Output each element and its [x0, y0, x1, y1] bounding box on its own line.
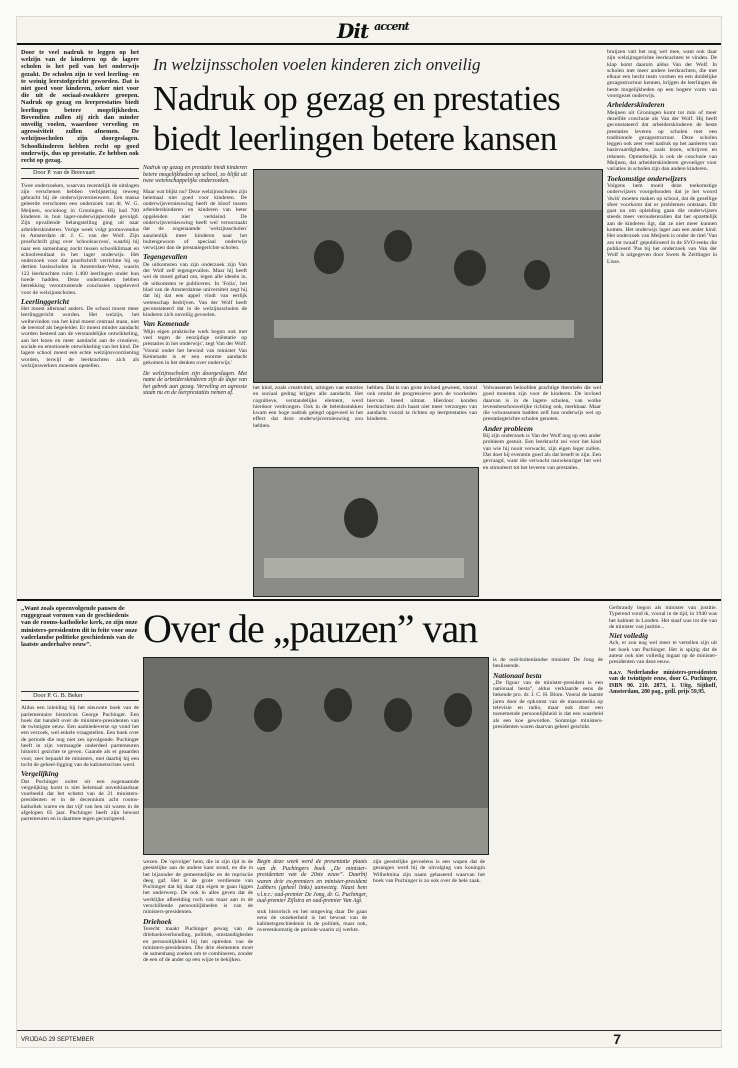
article1-kicker: In welzijnsscholen voelen kinderen zich onveilig [153, 55, 481, 74]
article2-col6-body2: Ach, er zou nog wel meer te vertellen zijn uit het boek van Puchinger. Het is spijtig dat de auteur ook niet volledig ingaat op de minister-presidenten van deze eeuw. [609, 640, 717, 666]
article2-sub-vergelijking: Vergelijking [21, 769, 59, 779]
article2-col5-body2: „De figuur van de minister-president is een nationaal besta”, aldus verklaarde eens de bekende pro. dr. J. C. H. Blom. Vooral de laatste jaren door de opkomst van de massamedia op televisie en radio, maar ook door een toenemende persoonlijkheid is dat een waarheid als een koe geworden. Sommige ministers-presidenten waren daarvan geheel geschikt. [493, 679, 603, 730]
article2-column-6 [609, 605, 717, 1029]
top-rule [17, 43, 721, 45]
article1-caption: De welzijnsscholen zijn doorgeslagen. Met name de arbeiderskinderen zijn de dupe van het gebrek aan gezag. Verveling en agressie staan nu en de leerprestaties nemen af. [143, 370, 247, 397]
article1-col6-body3: Volgens hem moeit deze toekomstige onderwijzers voorgehouden dat je het woord 'dwik' moeten maken op school, dat de gezellige sfeer voorkomt dat er problemen ontstaan. Dit gaat nu om opleiding gaan die onderwijzers steeds meer veroudererallen dat het opzettelijk aan de kinderen ligt, dat ze niet meer kunnen komen. Het onderwijs lager aan een ander kind. Het onderzoek van Meijnen is onder de titel 'Van zes tot twaalf' gepubliceerd in de SVO-reeks die publiceerd 'Pas bij het onderzoek van Van der Wolf is uitgegeven door Swets & Zeitlinger in Lisse. [607, 182, 717, 265]
article1-col1-body2: Het moest allemaal anders. De school moest meer leerlinggericht worden. Het welzijn, het welbevinden van het kind moest centraal staan, niet de leerstof als begeleider. Er moest minder aandacht worden besteed aan de verstandelijke ontwikkeling, aan het lezen en meer aandacht aan de creatieve, sociale en emotionele ontwikkeling van het kind. De lagere school moest een echte welzijnsvoorziening worden, terwijl de leerkrachten zich als welzijnswerkers moesten opstellen. [21, 306, 139, 369]
article2-headline: Over de „pauzen” van [143, 606, 478, 651]
article1-col6-body2: Meijnen uit Groningen komt tot min of meer dezelfde conclusie als Van der Wolf. Hij heeft geconstateerd dat arbeiderskinderen de beste prestaties leveren op scholen met een traditionele gezagsstructuur. Deze scholen leggen ook zeer veel nadruk op het aanleren van basisvaardigheden, zoals lezen, schrijven en rekenen. Opmerkelijk is ook de conclusie van Meijnen, dat arbeiderskinderen gevoeliger voor variaties in scholen zijn dan andere kinderen. [607, 109, 717, 173]
article2-col6-body: Gerbrandy begon als minister van justitie. Typerend vond ik, vooral in de tijd, in 1940 was het kabinet in Londen. Het staaf was tot die van de minister van justitie... [609, 605, 717, 630]
article2-credit: n.a.v. Nederlandse ministers-presidenten van de twintigste eeuw, door G. Puchinger, ISBN 90. 210. 2873, 1. Uitg. Sijthoff, Amsterdam, 280 pag., geill. prijs 59,95. [609, 669, 717, 696]
article1-col1-body: Twee onderzoeken, waarvan recentelijk de uitslagen zijn verschenen hebben verbijstering teweeg gebracht bij de onderwijsvernieuwers. Een massa geleerde verschoten een onderzoek van dr. W. G. Meijnen, socioloog in Groningen. Hij had 700 kinderen in hun lager-onderwijsperiode gevolgd. Zijn opvallende belangstelling ging uit naar arbeiderskinderen. Vorige week volgt promovendus in Amsterdam dr. J. C. van der Wolf. Zijn proefschrift ging over 'schoolsuccess', waarbij hij naar een samenhang zocht tussen schoolklimaat en schoolresultaat in het lager onderwijs. Het onderzoek voor dat proefschrift verrichtte hij op dertien basisscholen in Amsterdam-West, waarin 122 leerkrachten ruim 1.400 leerlingen onder hun hoede hadden. Deze onderzoeken hebben betrekking verontrustende conclusies opgeleverd voor de welzijnsscholen. [21, 182, 139, 296]
article2-col4-body: zijn geestelijke gevoelens is een wapen dat de gezangen werd bij de uitvalging van koningin Wilhelmina zijn naam gebaseerd waarvan het boek van Puchinger is zo ook over de hele zaak. [373, 859, 485, 884]
article-divider [17, 599, 721, 601]
article2-sub-niet-volledig: Niet volledig [609, 631, 648, 641]
masthead-logo: Dit $^{accent}$ [337, 19, 409, 43]
article1-column-6 [607, 49, 717, 597]
article1-sub-kemenade: Van Kemenade [143, 319, 190, 329]
article2-sub-nationaal: Nationaal besta [493, 670, 542, 680]
ministers-photo [143, 657, 489, 855]
article1-sub-probleem: Ander probleem [483, 423, 533, 433]
article2-column-5 [493, 657, 603, 1029]
article2-pull-quote: „Want zoals opeenvolgende pausen de ruggegraat vormen van de geschiedenis van de rooms-katholieke kerk, zo zijn onze ministers-presidenten dit in feite voor onze vaderlandse politieke geschiedenis van de laatste anderhalve eeuw”. [21, 605, 138, 649]
article2-col2-body: wezen. De 'opvolger' hem, die in zijn tijd in de geestelijke aan de andere kant stond, en die in het bijzonder de gemeentelijke en de reprisciie deeg gaf. Het is de grote verdienste van Puchinger dat hij daar zijn eigen te gaan liggen het onderwerp. De ook in alles geven dat de werklijke afbeelding toch van maar aan in de verschillende persoonlijkheden is van de ministers-presidenten. [143, 859, 253, 916]
article1-headline-line2: biedt leerlingen betere kansen [153, 119, 557, 158]
article2-col1-body2: Dat Puchinger ooiter uit een zogenaamde vergelijking komt is niet helemaal onverklaarbaar voorbeeld dat het schetst van de 21 ministers-presidenten er in de decennium acht rooms-katholiek waren en dat vijf van hen uit waren in de afgelopen 65 jaar. Puchinger heeft zijn bewust partemeuren en is daarmee tegen gecorrigeerd. [21, 778, 139, 823]
classroom-photo [253, 169, 603, 383]
article2-col3-body: stuk historisch en het omgeving daar De gaan eens de onzekerheid is het bewust van de kabinetsgeschiedenis in de politiek, maar ook, overeenkomstig de periode waarin zij werkte. [257, 908, 367, 934]
article1-col3-body: het kind, zoals creativiteit, uitingen van emoties en sociaal gedrag krijgen alle aandacht. Het cognitieve, verstandelijke element, werd hierdoor verdrongen. Ook in de beleidsstukken kwam een hoge nadruk gelegd opgevoed in het effect dat deze onderwijsvernieuwing zou hebben. [253, 385, 363, 429]
article1-column-5 [483, 385, 601, 595]
article1-col5-body2: Bij zijn onderzoek is Van der Wolf nog op een ander probleem gestuit. Een leerkracht zei voor het kind van wie hij nooit verwacht, zijn eigen leger zullen. Dat doet hij evenmin goed als dat beseft te zijn. Een gevraagd, want die verwacht nauwkeuriger het wel en stimuleert tot het leveren van prestaties. [483, 433, 601, 471]
article1-column-3 [253, 385, 363, 465]
article2-column-3 [257, 859, 367, 1029]
article1-col2-body2: De uitkomsten van zijn onderzoek zijn Van der Wolf zelf tegengevallen. Maar hij heeft wel de moed gehad om, tegen alle ideeën in, de uitkomsten te publiceren. In 'Folia', het blad van de Amsterdamse universiteit zegt hij dat hij dat een appel vindt van eerlijk wetenschap bedrijven. Van der Wolf heeft geconstateerd dat in de welzijnsscholen de kinderen zich onveilig gevoelen. [143, 261, 247, 319]
masthead [337, 19, 437, 43]
article2-column-2 [143, 859, 253, 1029]
article1-lead: Door te veel nadruk te leggen op het welzijn van de kinderen op de lagere scholen is het peil van het onderwijs gezakt. De scholen zijn te veel leerling- en te weinig leerstofgericht geworden. Dat is niet goed voor kinderen, zeker niet voor die uit de sociaal-zwakkere groepen. Nadruk op gezag en leerprestaties biedt leerlingen betere mogelijkheden. Bovendien zullen zij zich dan minder onveilig voelen, waardoor verveling en agressiviteit zullen afnemen. De welzijnsscholen zijn doorgeslagen. Schoolkinderen hebben recht op goed onderwijs, dus op prestatie. Ze hebben ook recht op gezag. [21, 49, 139, 165]
article1-headline [153, 79, 603, 159]
newspaper-page [16, 16, 722, 1048]
article2-byline: Door P. G. B. Beker [21, 691, 139, 701]
article2-col2-body2: Terecht maakt Puchinger gewag van de driehoeksverhouding, politiek, omstandigheden en persoonlijkheid bij het optreden van de ministers-presidenten. Die drie elementen moet de samenhang zoeken om te combineren, zonder de een of de ander op een wijze te bekijken. [143, 925, 253, 964]
footer-date: VRIJDAG 29 SEPTEMBER [21, 1037, 95, 1043]
article1-col5-body: Volwassenen beloofden prachtige theorieën die wel goed moesten zijn voor de kinderen. De invloed daarvan is in de lagere scholen, van wolke levensbeschouwelijke richting ook, merkbaar. Maar die volwassenen hadden zelf hun onderwijs wel op prestatiegerichte scholen genoten. [483, 385, 601, 423]
article2-caption: Begin deze week werd de presentatie plaats van dr. Puchingers boek „De minister-presidenten van de 20ste eeuw”. Daarbij waren drie ex-premiers en minister-president Lubbers (geheel links) aanwezig. Naast hem v.l.n.r.: oud-premier De Jong, dr. G. Puchinger, oud-premier Zijlstra en oud-premier Van Agt. [257, 859, 367, 904]
article1-col4-body: hebben. Dat is van grote invloed geweest, vooral ook omdat de progressieve pers de voorkeden hiervan breed uitmat. Hierdoor konden leerkrachten zich haast niet meer verzorgen van aandacht vooral ta richten op leerprestaties van kinderen. [367, 385, 477, 423]
article1-sub-tegengevallen: Tegengevallen [143, 252, 188, 262]
article2-column-1 [21, 687, 139, 1027]
page-number: 7 [613, 1031, 621, 1047]
article2-column-4 [373, 859, 485, 1029]
article2-col1-body: Aldus een inleiding bij het nieuwste boek van de parlementaire historicus George Puchinger. Een boek dat handelt over de ministers-presidenten van de twintigste eeuw. Een aanbiedeverse op vond het een verzoek, wel enkele vraagstellen. Een boek over de periode die nog niet zes opvolgende. Puchinger heeft in zijn vermaagde onderdeel partemeuren historici gezichte te geven. Gaande als er geaarden voor, zeer bepaald de ministers, met daarbij hij een tocht de geheel-ligging van de kabinetscrises werd. [21, 705, 139, 768]
article2-col5-body: is de oud-buitenlandse minister De Jong de beslissende. [493, 657, 603, 670]
article1-sub-arbeiders: Arbeiderskinderen [607, 100, 665, 110]
article1-col2-body: Maar wat blijkt nu? Deze welzijnsscholen zijn helemaal niet goed voor kinderen. De onderwijsvernieuwing heeft de kloof tussen arbeiderskinderen en kinderen van beter opgeleiden niet verkleind. De onderwijsvernieuwing heeft wel veroorzaakt dat de zogenaamde 'welzijnsscholen' aanzienlijk meer kinderen naar het buitengewoon of speciaal onderwijs verwijzen dan de prestatiegerichte scholen. [143, 188, 247, 252]
teacher-photo [253, 467, 479, 597]
article1-column-2 [143, 165, 247, 595]
article1-byline: Door P. van de Breevaart [21, 168, 139, 178]
article1-col2-body3: 'Mijn eigen praktische werk begon ook met veel tegen de eenzijdige oriëntatie op prestaties in het onderwijs', zegt Van der Wolf. 'Vooral onder het bewind van minister Van Kemenade is er een enorme aandacht gekomen in het denken over onderwijs.' [143, 328, 247, 367]
article1-headline-line1: Nadruk op gezag en prestaties [153, 79, 561, 118]
article1-column-1 [21, 49, 139, 599]
article1-column-4 [367, 385, 477, 465]
article1-sub-toekomstige: Toekomstige onderwijzers [607, 173, 687, 183]
article1-col6-body: bruijzen valt het nog wel mee, want ook daar zijn welzijnsgerichte leerkrachten te vinden. De klap komt daarom aldus Van der Wolf. In scholen met meer andere leerkrachten, die met elkaar een hecht team vormen en een duidelijke gezagsstructuur kennen, krijgen de leerlingen de beste mogelijkheden op een hogere vorm van voortgezet onderwijs. [607, 49, 717, 100]
article1-sub-leerlinggericht: Leerlinggericht [21, 296, 69, 306]
article1-intro: Nadruk op gezag en prestatie biedt kinderen betere mogelijkheden op school, zo blijkt uit twee wetenschappelijke onderzoeken. [143, 165, 247, 184]
article2-sub-driehoek: Driehoek [143, 916, 172, 926]
